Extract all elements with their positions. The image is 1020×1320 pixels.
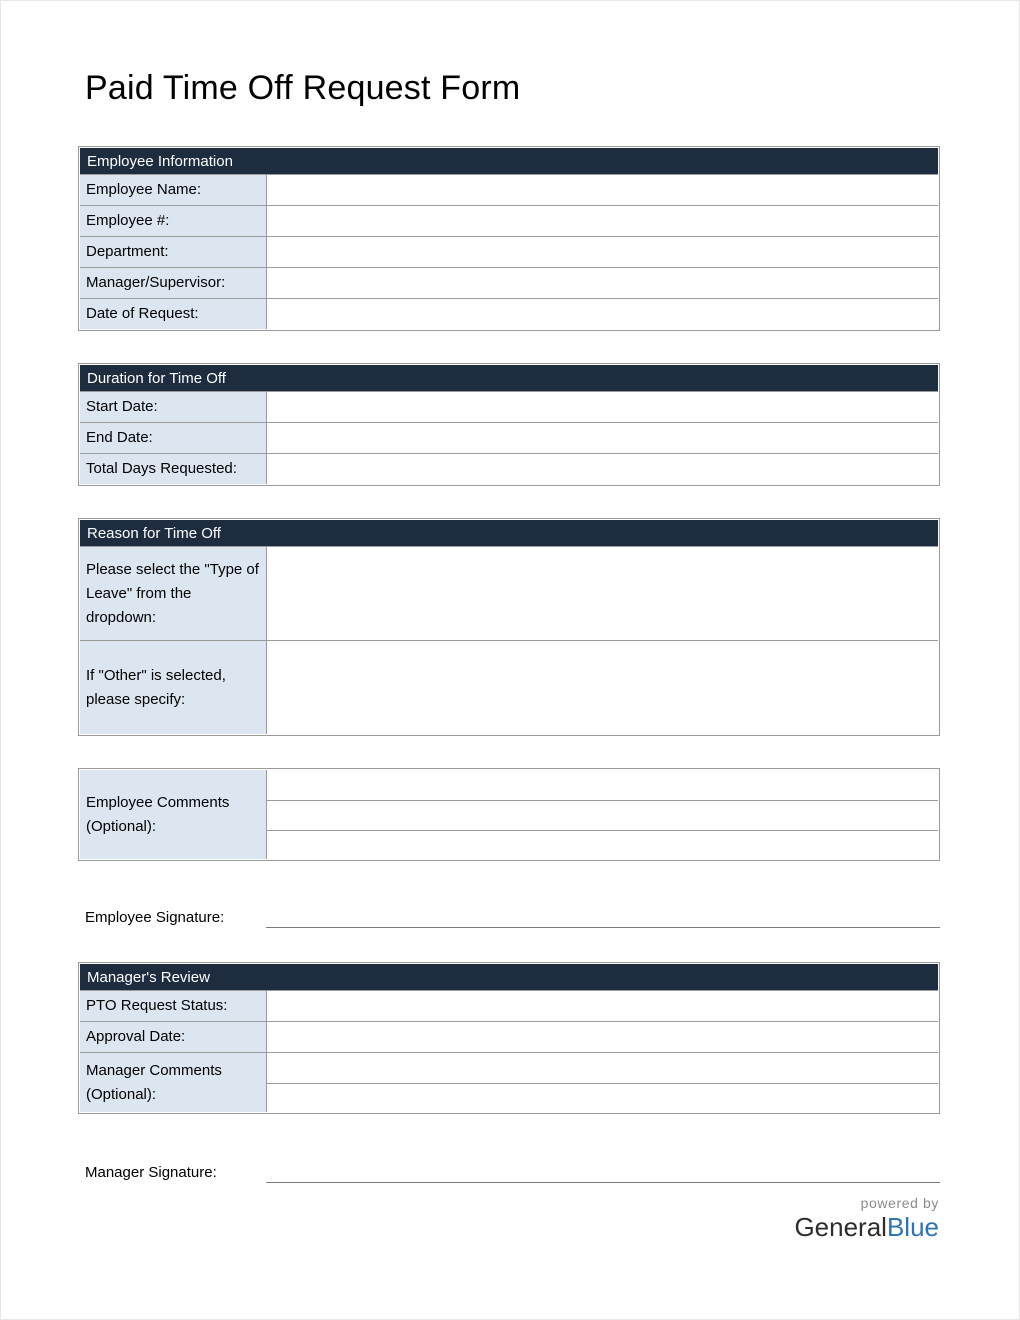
brand-footer [78,1195,940,1242]
reason-header: Reason for Time Off [80,520,938,546]
other-specify-label: If "Other" is selected, please specify: [80,641,267,734]
duration-header: Duration for Time Off [80,365,938,391]
table-row [80,236,938,267]
pto-request-status-field[interactable] [267,991,938,1021]
table-row [80,990,938,1021]
department-label: Department: [80,237,267,267]
employee-number-field[interactable] [267,206,938,236]
employee-name-label: Employee Name: [80,175,267,205]
table-row [80,298,938,329]
manager-comments-line-1[interactable] [267,1053,938,1083]
table-row [80,422,938,453]
type-of-leave-dropdown[interactable] [267,547,938,640]
manager-supervisor-field[interactable] [267,268,938,298]
powered-by-text: powered by [860,1195,939,1211]
table-row [80,391,938,422]
table-row [80,1021,938,1052]
generalblue-logo [78,1212,939,1242]
department-field[interactable] [267,237,938,267]
manager-comments-label: Manager Comments (Optional): [80,1053,267,1112]
manager-signature-label: Manager Signature: [85,1164,217,1181]
brand-general-text: General [794,1212,887,1242]
brand-blue-text: Blue [886,1212,939,1242]
approval-date-label: Approval Date: [80,1022,267,1052]
table-row [80,174,938,205]
date-of-request-field[interactable] [267,299,938,329]
table-row [80,1052,938,1112]
employee-information-header: Employee Information [80,148,938,174]
employee-comments-line-3[interactable] [267,830,938,859]
type-of-leave-label: Please select the "Type of Leave" from the dropdown: [80,547,267,640]
end-date-field[interactable] [267,423,938,453]
pto-request-status-label: PTO Request Status: [80,991,267,1021]
employee-information-table [78,146,940,331]
table-row [80,546,938,640]
employee-number-label: Employee #: [80,206,267,236]
duration-table [78,363,940,486]
employee-comments-line-1[interactable] [267,770,938,800]
page-title: Paid Time Off Request Form [85,69,521,107]
table-row [80,205,938,236]
managers-review-table [78,962,940,1114]
start-date-label: Start Date: [80,392,267,422]
reason-table [78,518,940,736]
manager-comments-line-2[interactable] [267,1083,938,1112]
employee-signature-row [78,906,940,928]
employee-name-field[interactable] [267,175,938,205]
other-specify-field[interactable] [267,641,938,734]
employee-comments-line-2[interactable] [267,800,938,830]
table-row [80,640,938,734]
employee-comments-block [78,768,940,861]
manager-supervisor-label: Manager/Supervisor: [80,268,267,298]
total-days-field[interactable] [267,454,938,484]
employee-signature-line[interactable] [266,906,940,928]
employee-signature-label: Employee Signature: [85,909,225,926]
start-date-field[interactable] [267,392,938,422]
end-date-label: End Date: [80,423,267,453]
date-of-request-label: Date of Request: [80,299,267,329]
manager-signature-line[interactable] [266,1161,940,1183]
total-days-label: Total Days Requested: [80,454,267,484]
table-row [80,267,938,298]
employee-comments-label: Employee Comments (Optional): [80,770,267,859]
manager-signature-row [78,1161,940,1183]
managers-review-header: Manager's Review [80,964,938,990]
table-row [80,453,938,484]
approval-date-field[interactable] [267,1022,938,1052]
